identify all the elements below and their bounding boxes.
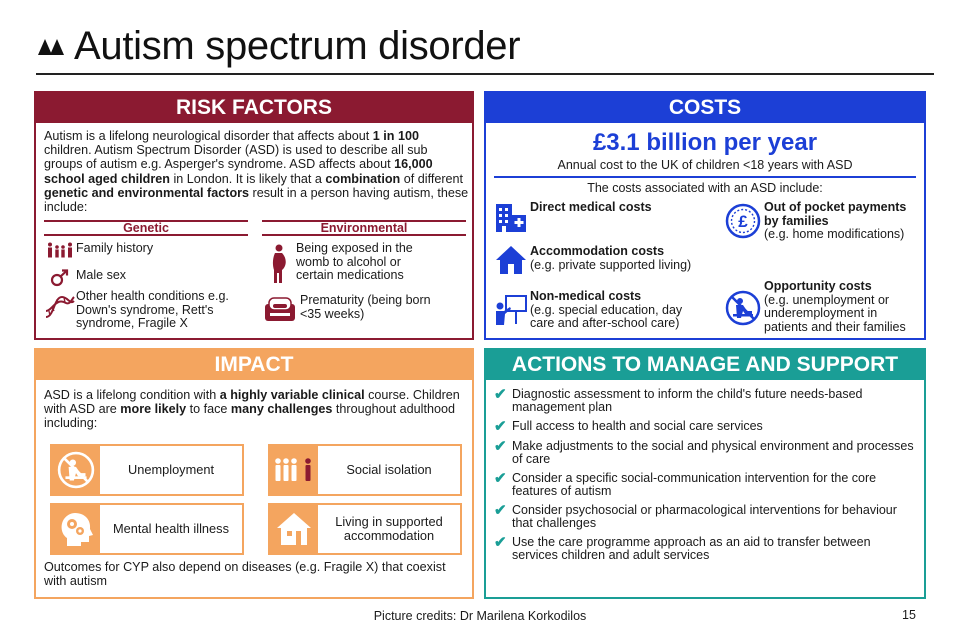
costs-divider bbox=[494, 176, 916, 178]
house-icon bbox=[495, 245, 527, 275]
impact-box bbox=[50, 444, 244, 496]
supported-home-icon bbox=[276, 512, 312, 546]
impact-box bbox=[268, 444, 462, 496]
impact-intro: ASD is a lifelong condition with a highly variable clinical course. Children with ASD are more likely to face many challenges throughout adulthood including: bbox=[44, 388, 460, 431]
genetic-item-text: Other health conditions e.g. Down's syndrome, Rett's syndrome, Fragile X bbox=[76, 289, 229, 330]
action-text: Consider psychosocial or pharmacological interventions for behaviour that challenges bbox=[512, 503, 897, 530]
genetic-item-text: Family history bbox=[76, 241, 154, 255]
incubator-icon bbox=[264, 296, 296, 322]
cost-detail: (e.g. special education, day care and after-school care) bbox=[530, 302, 683, 330]
action-text: Make adjustments to the social and physical environment and processes of care bbox=[512, 439, 914, 466]
actions-list bbox=[494, 388, 918, 568]
cost-item bbox=[722, 280, 922, 334]
cost-label: Out of pocket payments by families bbox=[764, 200, 907, 228]
cost-detail: (e.g. private supported living) bbox=[530, 257, 692, 272]
action-item bbox=[494, 420, 918, 433]
action-item bbox=[494, 504, 918, 529]
action-item bbox=[494, 472, 918, 497]
impact-box-text: Social isolation bbox=[346, 462, 432, 477]
hospital-icon bbox=[494, 201, 528, 233]
cost-detail: (e.g. home modifications) bbox=[764, 227, 905, 241]
action-text: Diagnostic assessment to inform the child's future needs-based management plan bbox=[512, 387, 863, 414]
risk-intro: Autism is a lifelong neurological disorder that affects about 1 in 100 children. Autism Spectrum Disorder (ASD) is used to describe all sub groups of autism e.g. Asperger's syndrome. ASD affects about 16,000 school aged children in London. It is likely that a combination of different genetic and environmental factors result in a person having autism, these include: bbox=[44, 129, 469, 215]
no-work-icon bbox=[57, 451, 95, 489]
cost-item bbox=[492, 245, 722, 275]
action-item bbox=[494, 440, 918, 465]
action-item bbox=[494, 388, 918, 413]
costs-panel bbox=[484, 91, 926, 340]
annual-cost-caption: Annual cost to the UK of children <18 years with ASD bbox=[557, 158, 853, 172]
svg-text:£: £ bbox=[738, 212, 748, 231]
page-number: 15 bbox=[902, 608, 916, 622]
title-divider bbox=[36, 73, 934, 75]
genetic-item bbox=[44, 269, 254, 287]
cost-label: Accommodation costs bbox=[530, 244, 665, 258]
impact-footer: Outcomes for CYP also depend on diseases (e.g. Fragile X) that coexist with autism bbox=[44, 560, 446, 589]
environmental-heading: Environmental bbox=[262, 220, 466, 236]
dna-icon bbox=[44, 295, 76, 319]
checkmark-icon: ✔ bbox=[494, 534, 507, 551]
impact-box bbox=[50, 503, 244, 555]
environmental-item bbox=[264, 294, 470, 322]
costs-heading: COSTS bbox=[486, 93, 924, 123]
costs-associated-caption: The costs associated with an ASD include: bbox=[587, 181, 823, 195]
action-item bbox=[494, 536, 918, 561]
page-title: Autism spectrum disorder bbox=[74, 23, 521, 68]
action-text: Use the care programme approach as an aid to transfer between services children and adult services bbox=[512, 535, 871, 562]
environmental-item-text: Prematurity (being born <35 weeks) bbox=[300, 293, 431, 321]
cost-label: Non-medical costs bbox=[530, 289, 642, 303]
head-gears-icon bbox=[59, 511, 93, 547]
cost-label: Direct medical costs bbox=[530, 200, 652, 214]
impact-box-text: Unemployment bbox=[127, 462, 215, 477]
title-bar bbox=[36, 22, 520, 70]
cost-item bbox=[492, 290, 724, 331]
checkmark-icon: ✔ bbox=[494, 502, 507, 519]
family-icon bbox=[46, 242, 74, 258]
checkmark-icon: ✔ bbox=[494, 418, 507, 435]
action-text: Consider a specific social-communication intervention for the core features of autism bbox=[512, 471, 877, 498]
logo-icon bbox=[36, 35, 66, 57]
genetic-item-text: Male sex bbox=[76, 268, 127, 282]
action-text: Full access to health and social care services bbox=[512, 419, 763, 433]
actions-heading: ACTIONS TO MANAGE AND SUPPORT bbox=[486, 350, 924, 380]
actions-panel bbox=[484, 348, 926, 599]
cost-detail: (e.g. unemployment or underemployment in patients and their families bbox=[764, 292, 906, 334]
genetic-item bbox=[44, 290, 254, 331]
impact-heading: IMPACT bbox=[36, 350, 472, 380]
checkmark-icon: ✔ bbox=[494, 470, 507, 487]
picture-credits: Picture credits: Dr Marilena Korkodilos bbox=[373, 609, 587, 623]
social-isolation-icon bbox=[274, 457, 314, 483]
genetic-item bbox=[44, 242, 254, 258]
cost-item bbox=[722, 201, 922, 242]
genetic-heading: Genetic bbox=[44, 220, 248, 236]
environmental-item bbox=[264, 242, 470, 284]
male-symbol-icon bbox=[50, 269, 70, 287]
no-work-icon bbox=[725, 290, 761, 326]
cost-item bbox=[492, 201, 702, 233]
cost-amount: £3.1 billion per year bbox=[592, 129, 818, 156]
impact-box-text: Mental health illness bbox=[113, 521, 229, 536]
checkmark-icon: ✔ bbox=[494, 438, 507, 455]
cost-label: Opportunity costs bbox=[764, 279, 872, 293]
pregnant-woman-icon bbox=[272, 244, 288, 284]
environmental-item-text: Being exposed in the womb to alcohol or certain medications bbox=[296, 241, 413, 282]
impact-box bbox=[268, 503, 462, 555]
impact-box-text: Living in supported accommodation bbox=[335, 514, 443, 543]
teacher-icon bbox=[494, 294, 528, 326]
risk-factors-panel bbox=[34, 91, 474, 340]
checkmark-icon: ✔ bbox=[494, 386, 507, 403]
pound-coin-icon bbox=[725, 203, 761, 239]
risk-factors-heading: RISK FACTORS bbox=[36, 93, 472, 123]
impact-panel bbox=[34, 348, 474, 599]
